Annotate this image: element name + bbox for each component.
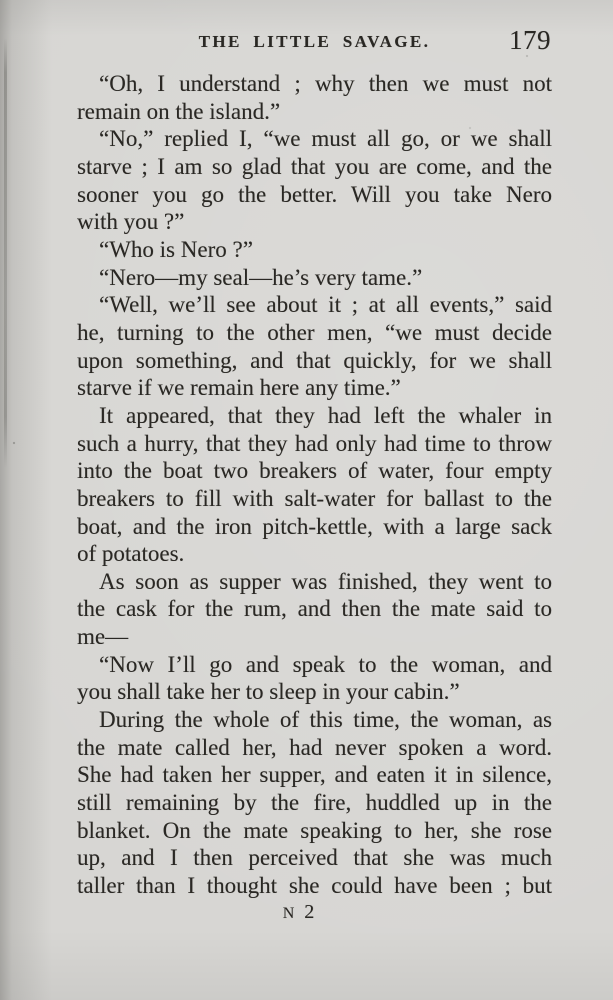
- paragraph: [77, 706, 552, 900]
- paragraph: [77, 402, 552, 568]
- text-line: you shall take her to sleep in your cabin.”: [77, 679, 460, 705]
- paragraph: [77, 125, 552, 236]
- text-line: the cask for the rum, and then the mate said to: [77, 596, 552, 622]
- text-line: “Who is Nero ?”: [99, 236, 253, 262]
- paragraph: [77, 291, 552, 402]
- text-line: “Well, we’ll see about it ; at all events,” said: [99, 292, 552, 318]
- text-line: taller than I thought she could have been ; but: [77, 873, 552, 899]
- text-line: blanket. On the mate speaking to her, she rose: [77, 817, 552, 843]
- text-line: “Oh, I understand ; why then we must not: [99, 71, 552, 96]
- text-line: breakers to fill with salt-water for ballast to the: [77, 485, 552, 511]
- text-line: sooner you go the better. Will you take Nero: [77, 181, 552, 207]
- text-line: “Nero—my seal—he’s very tame.”: [99, 264, 423, 290]
- text-line: of potatoes.: [77, 541, 185, 567]
- text-line: During the whole of this time, the woman, as: [99, 707, 552, 733]
- running-header: THE LITTLE SAVAGE.: [198, 32, 431, 51]
- paragraph: [77, 264, 552, 292]
- text-line: “Now I’ll go and speak to the woman, and: [99, 651, 552, 677]
- text-line: It appeared, that they had left the whaler in: [99, 402, 552, 428]
- paragraph: [77, 651, 552, 706]
- text-line: As soon as supper was finished, they went to: [99, 568, 552, 594]
- text-line: “No,” replied I, “we must all go, or we shall: [99, 126, 552, 152]
- signature-letter: N: [282, 905, 296, 922]
- text-line: with you ?”: [77, 209, 185, 235]
- text-line: boat, and the iron pitch-kettle, with a large sack: [77, 513, 552, 539]
- page-number: 179: [509, 25, 551, 55]
- paragraph: [77, 236, 552, 264]
- text-line: such a hurry, that they had only had time to throw: [77, 430, 552, 456]
- signature-number: 2: [304, 901, 315, 923]
- text-line: upon something, and that quickly, for we shall: [77, 347, 552, 373]
- text-line: starve if we remain here any time.”: [77, 375, 401, 401]
- paragraph: [77, 568, 552, 651]
- text-line: remain on the island.”: [77, 98, 281, 124]
- text-line: me—: [77, 624, 129, 650]
- paragraph: [77, 70, 552, 125]
- text-line: starve ; I am so glad that you are come, and the: [77, 153, 552, 179]
- text-line: into the boat two breakers of water, four empty: [77, 458, 552, 484]
- text-line: he, turning to the other men, “we must decide: [77, 319, 552, 345]
- signature-mark: [77, 902, 552, 922]
- page-body: [77, 70, 552, 900]
- text-line: up, and I then perceived that she was much: [77, 845, 552, 871]
- text-line: still remaining by the fire, huddled up in the: [77, 790, 552, 816]
- text-line: the mate called her, had never spoken a word.: [77, 734, 552, 760]
- text-line: She had taken her supper, and eaten it in silence,: [77, 762, 552, 788]
